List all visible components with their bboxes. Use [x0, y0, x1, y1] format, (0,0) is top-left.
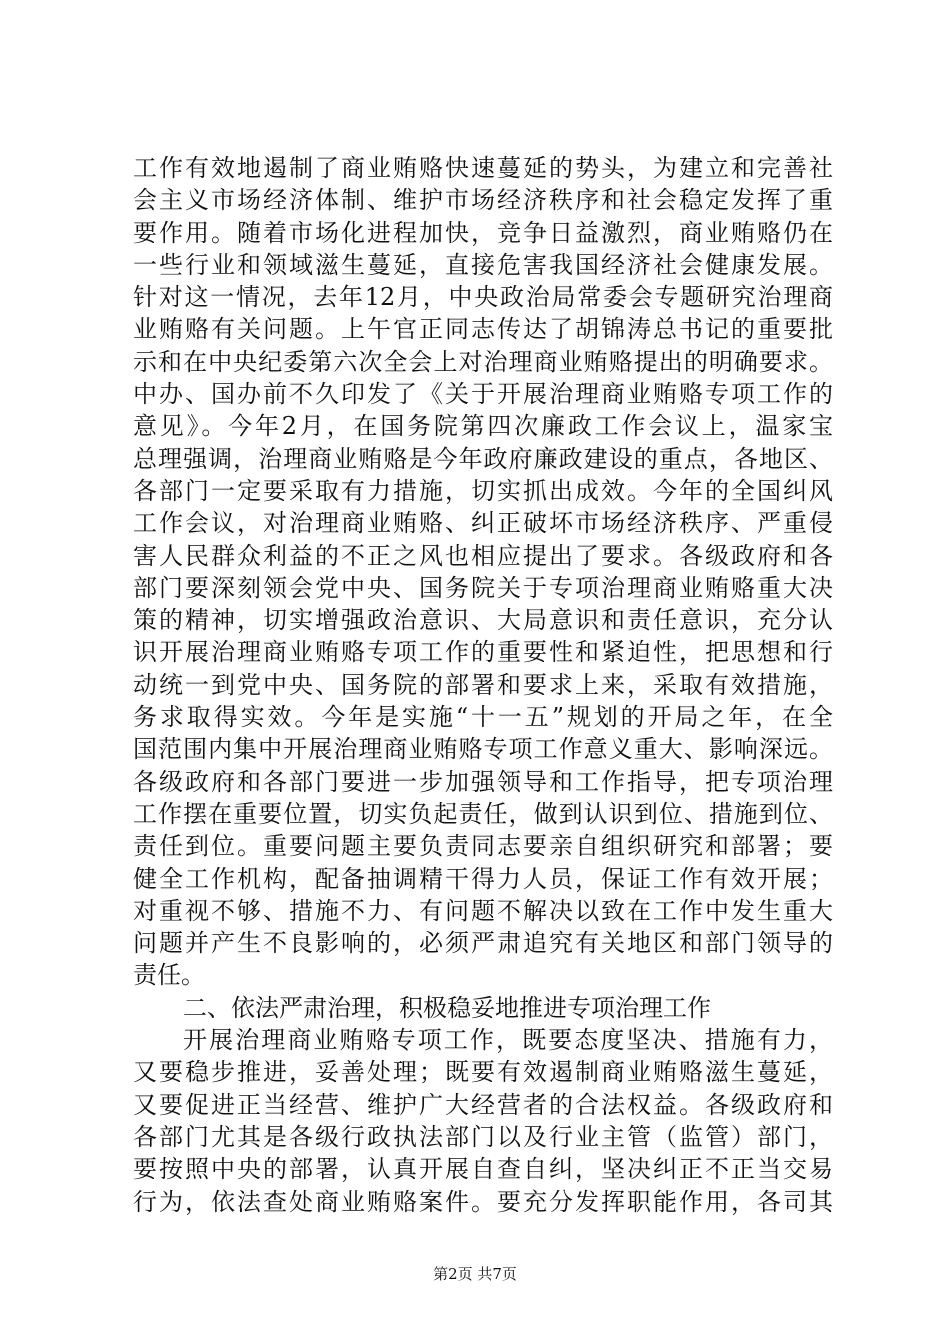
paragraph-line: 示和在中央纪委第六次全会上对治理商业贿赂提出的明确要求。 [133, 347, 833, 376]
paragraph-line: 识开展治理商业贿赂专项工作的重要性和紧迫性，把思想和行 [133, 638, 833, 667]
paragraph-line: 各级政府和各部门要进一步加强领导和工作指导，把专项治理 [133, 767, 833, 796]
section-paragraph-line: 又要促进正当经营、维护广大经营者的合法权益。各级政府和 [133, 1090, 833, 1119]
section-heading: 二、依法严肃治理，积极稳妥地推进专项治理工作 [183, 993, 711, 1022]
page-number-label: 第2页 共7页 [433, 1265, 517, 1283]
paragraph-line: 动统一到党中央、国务院的部署和要求上来，采取有效措施， [133, 670, 833, 699]
paragraph-line: 务求取得实效。今年是实施“十一五”规划的开局之年，在全 [133, 703, 833, 732]
section-paragraph-line: 行为，依法查处商业贿赂案件。要充分发挥职能作用，各司其 [133, 1187, 833, 1216]
paragraph-line: 害人民群众利益的不正之风也相应提出了要求。各级政府和各 [133, 541, 833, 570]
paragraph-line: 针对这一情况，去年12月，中央政治局常委会专题研究治理商 [133, 283, 833, 312]
page-footer [0, 1264, 950, 1284]
paragraph-line: 总理强调，治理商业贿赂是今年政府廉政建设的重点，各地区、 [133, 444, 833, 473]
body-text [133, 152, 833, 1218]
paragraph-line: 部门要深刻领会党中央、国务院关于专项治理商业贿赂重大决 [133, 573, 833, 602]
paragraph-line: 对重视不够、措施不力、有问题不解决以致在工作中发生重大 [133, 896, 833, 925]
paragraph-line: 工作摆在重要位置，切实负起责任，做到认识到位、措施到位、 [133, 799, 833, 828]
paragraph-line: 策的精神，切实增强政治意识、大局意识和责任意识，充分认 [133, 606, 833, 635]
paragraph-line: 责任到位。重要问题主要负责同志要亲自组织研究和部署；要 [133, 832, 833, 861]
section-paragraph-line: 要按照中央的部署，认真开展自查自纠，坚决纠正不正当交易 [133, 1155, 833, 1184]
paragraph-line: 各部门一定要采取有力措施，切实抓出成效。今年的全国纠风 [133, 476, 833, 505]
paragraph-line: 工作有效地遏制了商业贿赂快速蔓延的势头，为建立和完善社 [133, 154, 833, 182]
paragraph-line: 工作会议，对治理商业贿赂、纠正破坏市场经济秩序、严重侵 [133, 509, 833, 538]
paragraph-line: 问题并产生不良影响的，必须严肃追究有关地区和部门领导的 [133, 929, 833, 958]
paragraph-line: 责任。 [133, 961, 205, 990]
section-paragraph-line: 开展治理商业贿赂专项工作，既要态度坚决、措施有力， [183, 1026, 833, 1055]
paragraph-line: 业贿赂有关问题。上午官正同志传达了胡锦涛总书记的重要批 [133, 315, 833, 344]
paragraph-line: 健全工作机构，配备抽调精干得力人员，保证工作有效开展； [133, 864, 833, 893]
paragraph-line: 意见》。今年2月，在国务院第四次廉政工作会议上，温家宝 [133, 412, 833, 441]
paragraph-line: 一些行业和领域滋生蔓延，直接危害我国经济社会健康发展。 [133, 250, 833, 279]
paragraph-line: 国范围内集中开展治理商业贿赂专项工作意义重大、影响深远。 [133, 735, 833, 764]
paragraph-line: 要作用。随着市场化进程加快，竞争日益激烈，商业贿赂仍在 [133, 218, 833, 247]
paragraph-line: 中办、国办前不久印发了《关于开展治理商业贿赂专项工作的 [133, 380, 833, 409]
section-paragraph-line: 各部门尤其是各级行政执法部门以及行业主管（监管）部门， [133, 1122, 833, 1151]
paragraph-line: 会主义市场经济体制、维护市场经济秩序和社会稳定发挥了重 [133, 186, 833, 215]
section-paragraph-line: 又要稳步推进，妥善处理；既要有效遏制商业贿赂滋生蔓延， [133, 1058, 833, 1087]
